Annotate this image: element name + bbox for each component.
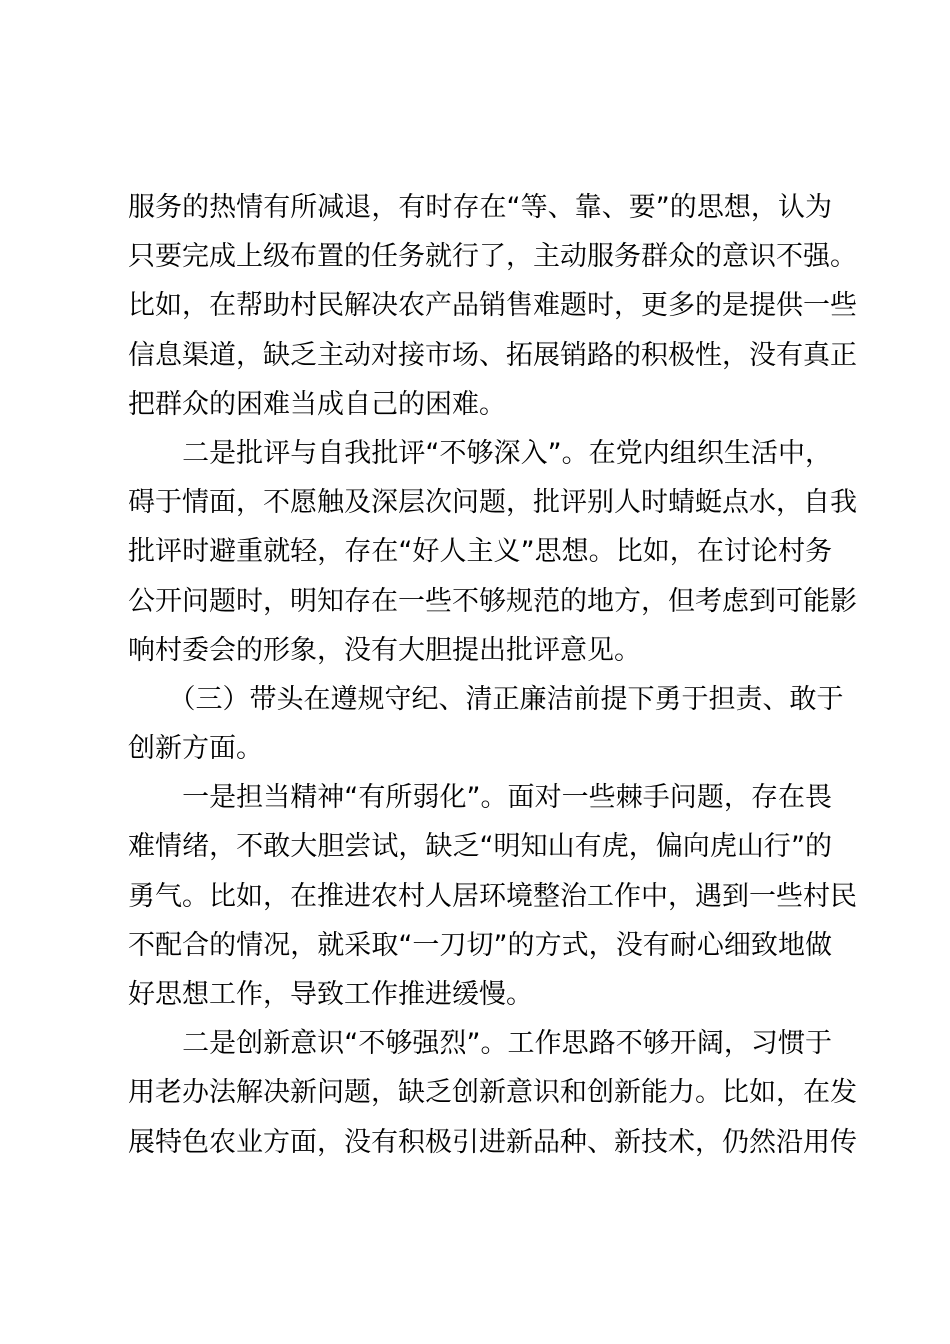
document-body	[128, 183, 857, 1167]
text-line: 二是批评与自我批评“不够深入”。在党内组织生活中，	[128, 437, 832, 469]
text-line: 难情绪，不敢大胆尝试，缺乏“明知山有虎，偏向虎山行”的	[128, 831, 832, 863]
text-line: 只要完成上级布置的任务就行了，主动服务群众的意识不强。	[128, 241, 857, 273]
section-heading-line: 创新方面。	[128, 733, 263, 765]
text-line: 碍于情面，不愿触及深层次问题，批评别人时蜻蜓点水，自我	[128, 487, 857, 519]
text-line: 二是创新意识“不够强烈”。工作思路不够开阔，习惯于	[128, 1028, 832, 1060]
section-heading-line: （三）带头在遵规守纪、清正廉洁前提下勇于担责、敢于	[128, 683, 844, 715]
text-line: 批评时避重就轻，存在“好人主义”思想。比如，在讨论村务	[128, 536, 832, 568]
text-line: 比如，在帮助村民解决农产品销售难题时，更多的是提供一些	[128, 290, 857, 322]
text-line: 信息渠道，缺乏主动对接市场、拓展销路的积极性，没有真正	[128, 339, 857, 371]
text-line: 公开问题时，明知存在一些不够规范的地方，但考虑到可能影	[128, 585, 857, 617]
text-line: 好思想工作，导致工作推进缓慢。	[128, 979, 533, 1010]
text-line: 把群众的困难当成自己的困难。	[128, 388, 506, 420]
text-line: 用老办法解决新问题，缺乏创新意识和创新能力。比如，在发	[128, 1077, 857, 1109]
text-line: 服务的热情有所减退，有时存在“等、靠、要”的思想，认为	[128, 192, 832, 223]
text-line: 勇气。比如，在推进农村人居环境整治工作中，遇到一些村民	[128, 880, 857, 912]
text-line: 不配合的情况，就采取“一刀切”的方式，没有耐心细致地做	[128, 929, 832, 961]
text-line: 展特色农业方面，没有积极引进新品种、新技术，仍然沿用传	[128, 1126, 857, 1158]
text-line: 一是担当精神“有所弱化”。面对一些棘手问题，存在畏	[128, 782, 832, 814]
text-line: 响村委会的形象，没有大胆提出批评意见。	[128, 634, 641, 666]
